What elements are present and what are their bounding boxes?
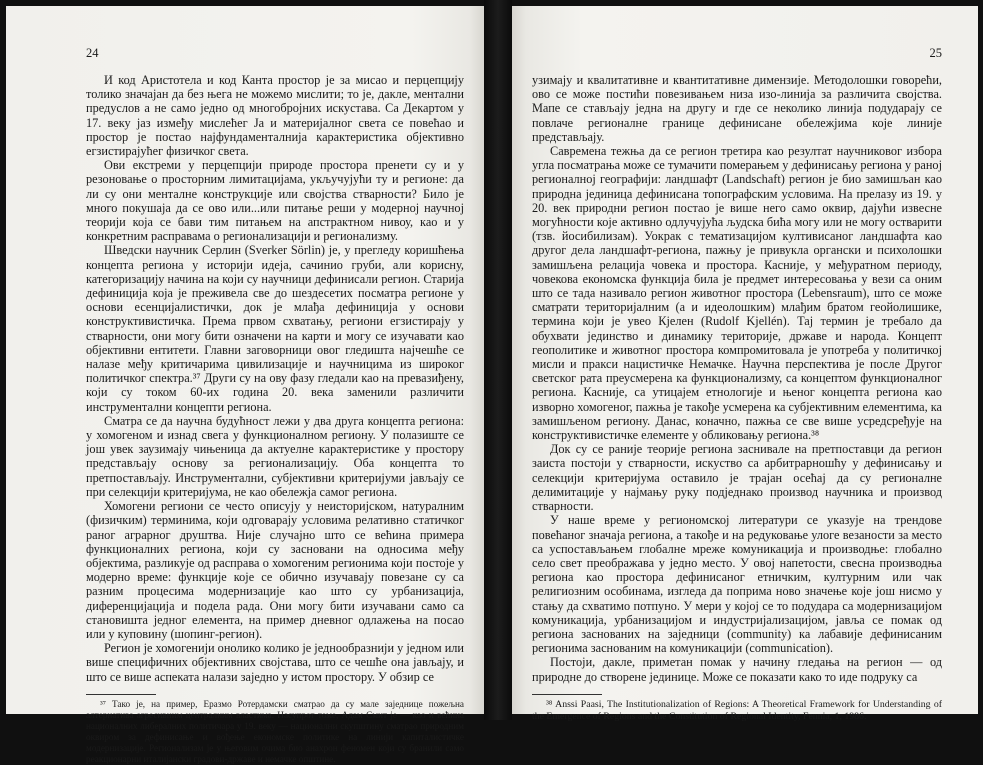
paragraph: Шведски научник Серлин (Sverker Sörlin) је, у прегледу коришћења концепта региона у историји идеја, сачинио груби, али корисну, категоризацију начина на који су научници дефинисали регион. Старија дефиниција која је преживела све до шездесетих посматра регионе у основи есенцијалистички, док је млађа дефиниција у основи конструктивистичка. Према првом схватању, региони егзистирају у стварности, они могу бити означени на карти и могу се изучавати као објективни ентитети. Главни заговорници овог гледишта најчешће се налазе међу критичарима цивилизације и научницима из широког политичког спектра.³⁷ Други су на ову фазу гледали као на превазиђену, који су током 60-их година 20. века заменили различити инструментални концепти региона. xyxy=(86,243,464,414)
book-gutter xyxy=(484,0,512,720)
page-number-right: 25 xyxy=(929,46,942,60)
paragraph: Сматра се да научна будућност лежи у два друга концепта региона: у хомогеном и изнад свега у функционалном региону. У полазиште се још увек заузимају чињеница да актуелне карактеристике у простору представљају основу за регионализацију. Оба концепта то претпостављају. Инструментални, субјективни критеријуми јављају се при селекцији критеријума, не као обележја самог региона. xyxy=(86,413,464,499)
footnote: ³⁷ Тако је, на пример, Еразмо Ротердамски сматрао да су мале заједнице пожељна алтернатива агресивним централним властима. Насупрот томе, Адам Смит је — као и већина националних либералних политичара у 19. веку — национални скупштину сматрао природним оквиром за дефинисање и вођење економске политике на линији капиталистичке модернизације. Регионализам је у његовим очима био анахрон феномен који су бранили само реакционарни италијански градови-државе и немачке општине. xyxy=(86,698,464,764)
right-page xyxy=(512,6,978,722)
paragraph: Док су се раније теорије региона заснивале на претпоставци да регион заиста постоји у стварности, искуство са арбитрарношћу у дефинисању и селекцији критеријума оставило је траjан осећај да су регионалне делимитације у најмању руку подједнако производ научника и производ стварности. xyxy=(532,442,942,514)
paragraph: И код Аристотела и код Канта простор је за мисао и перцепцију толико значајан да без њега не можемо мислити; то је, дакле, ментални предуслов а не само једно од многобројних искустава. Са Декартом у 17. веку јаз између мислећег Ја и материјалног света се повећао и простор је постао најфундаменталнија карактеристика објективно егзистирајућег физичког света. xyxy=(86,73,464,159)
page-number-left: 24 xyxy=(86,46,99,60)
footnote-separator xyxy=(532,694,602,695)
paragraph: узимају и квалитативне и квантитативне димензије. Методолошки говорећи, ово се може постићи повезивањем низа изо-линија за различита својства. Мапе се стављају једна на другу и где се неколико линија подударају се повлаче регионалне границе дефинисане обележјима које линије представљају. xyxy=(532,73,942,144)
paragraph: Регион је хомогенији онолико колико је једнообразнији у једном или више специфичних објективних својстава, што се чешће она јављају, и што се више аспеката налази заједно у истом простору. У обзир се xyxy=(86,641,464,684)
left-page xyxy=(6,6,484,764)
paragraph: Савремена тежња да се регион третира као резултат научниковог избора угла посматрања може се тумачити померањем у дефинисању региона у раној регионалној географији: ландшафт (Landschaft) регион је био замишљан као природна јединица дефинисана топографским условима. На прелазу из 19. у 20. век природни регион постао је више него само оквир, дајући извесне могућности које активно одлучујућа људска бића могу или не могу остварити (тзв. йосибилизам). Уокрак с тематизацијом култивисаног ландшафта као другог дела ландшафт-региона, пажњу је привукла органски и психолошки замишљена релација човека и простора. Касније, у међуратном периоду, човекова економска функција била је предмет интересовања у вези са оним што се тада називало регион животног простора (Lebensraum), што се може сматрати територијалним (а и идеолошким) млађим братом геойолишике, термина који је увео Кјелен (Rudolf Kjellén). Тај термин је требало да обухвати јединство и динамику територије, државе и народа. Концепт геополитике и животног простора компромитовала је употреба у политичкој мисли и пракси нацистичке Немачке. Научна перспектива је после Другог светског рата преусмерена ка функционализму, са концептом функционалног региона. Касније, са утицајем етнологије и њеног концепта региона као изворно хомогеног, пажња је такође усмерена ка субјективним елементима, ка замишљеном региону. Данас, коначно, пажња се све више усредсређује на конструктивистичке елементе у обликовању региона.³⁸ xyxy=(532,144,942,443)
paragraph: Постоји, дакле, приметан помак у начину гледања на регион — од природне до створене јединице. Може се показати како то иде подруку са xyxy=(532,655,942,684)
paragraph: У наше време у региономској литератури се указује на трендове повећаног значаја региона, а такође и на редуковање улоге везаности за место са успостављањем глобалне мреже комуникација и производње: глобално село свет преображава у једно место. У овој напетости, свесна производња региона као простора дефинисаног етничким, културним или чак религиозним особинама, изгледа да поприма ново значење које још нисмо у стању да схватимо потпуно. У мери у којој се то подудара са модернизацијом комуникација, урбанизацијом и индустријализацијом, јавља се помак од региона заснованих на заједници (community) ка лабавије дефинисаним регионима заснованим на комуникацији (communication). xyxy=(532,513,942,656)
paragraph: Ови екстреми у перцепцији природе простора пренети су и у резоновање о просторним лимитацијама, укључујући ту и регионе: да ли су они менталне конструкције или својства стварности? Било је много покушаја да се ово или...или питање реши у модерној научној теорији која се бави тим питањем на апстрактном нивоу, као и у конкретним расправама о регионализацији и регионализму. xyxy=(86,158,464,244)
footnote-separator xyxy=(86,694,156,695)
paragraph: Хомогени региони се често описују у неисторијском, натуралним (физичким) терминима, који одговарају условима релативно статичког раног аграрног друштва. Није случајно што се већина примера функционалних региона, који су засновани на односима међу објектима, разликује од расправа о хомогеним регионима који постоје у модерно време: функције које се обично изучавају повезане су са разним процесима модернизације као што су урбанизација, диференцијација и подела рада. Они могу бити изучавани само са становишта једног елемента, на пример дневног одлажења на посао или у куповину (шопинг-регион). xyxy=(86,499,464,641)
footnote: ³⁸ Anssi Paasi, The Institutionalization of Regions: A Theoretical Framework for Understanding of the Emergence of Regions and the Constitution of Regional Identity, Fennia, 1, 1986. xyxy=(532,698,942,722)
